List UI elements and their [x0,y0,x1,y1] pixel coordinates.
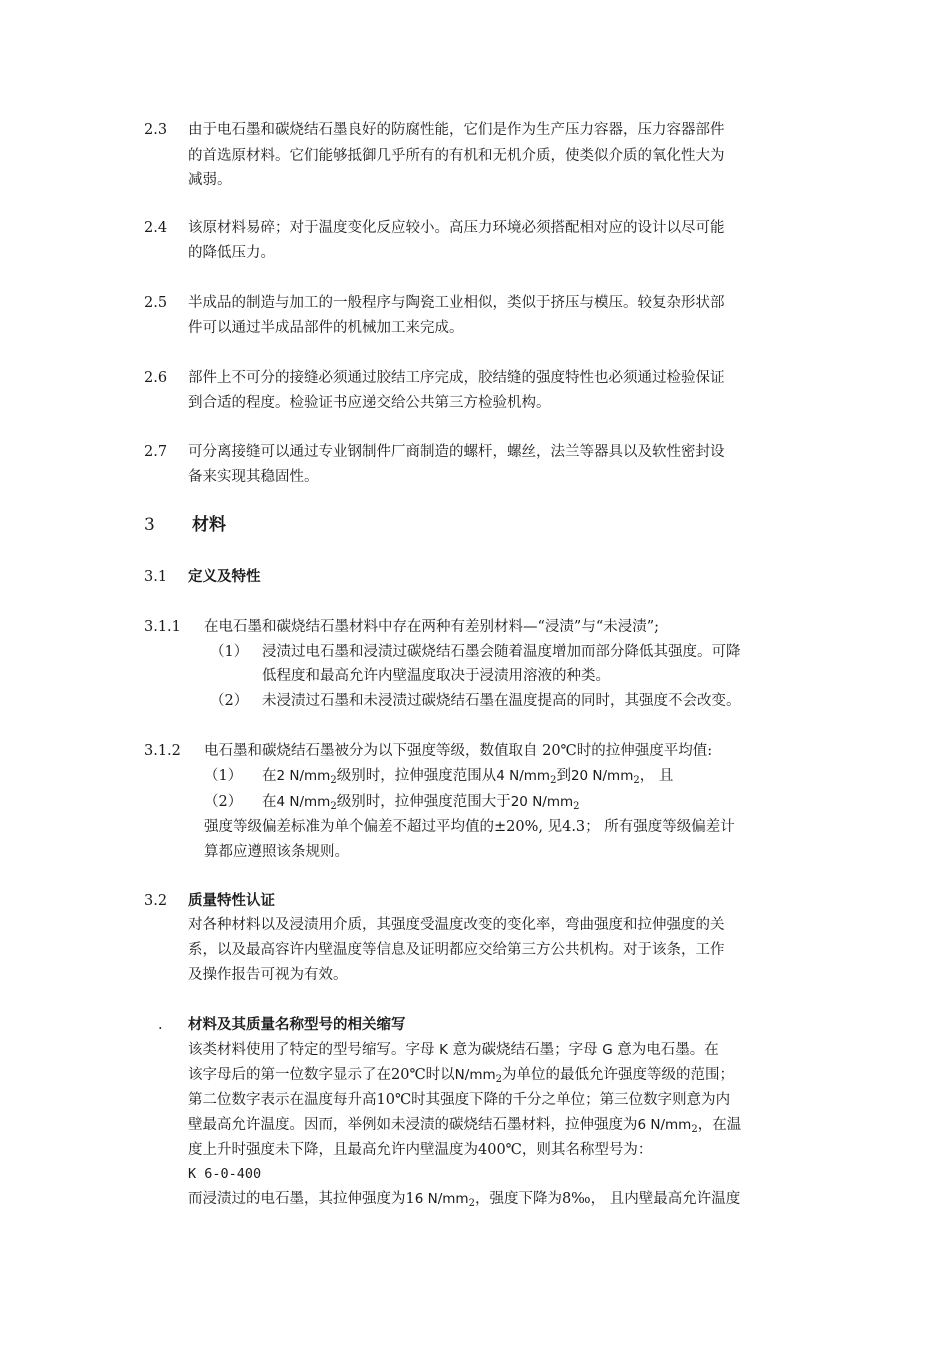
paragraph-line: 部件上不可分的接缝必须通过胶结工序完成，胶结缝的强度特性也必须通过检验保证 [188,370,725,386]
section-title: 材料及其质量名称型号的相关缩写 [188,1016,406,1033]
section-number: 2.3 [144,122,168,138]
paragraph-line: 电石墨和碳烧结石墨被分为以下强度等级，数值取自 20℃时的拉伸强度平均值: [204,743,713,759]
section-number: 2.4 [144,220,168,236]
list-item-line: 在2 $N/mm_2$级别时，拉伸强度范围从4 $N/mm_2$到20 $N/mm_2$， 且 [262,768,674,786]
section-number: 3.1.2 [144,743,181,759]
list-marker: （1） [210,644,249,660]
model-code: K 6-0-400 [188,1166,262,1182]
paragraph-line: 对各种材料以及浸渍用介质，其强度受温度改变的变化率，弯曲强度和拉伸强度的关 [188,917,725,933]
paragraph-line: 而浸渍过的电石墨，其拉伸强度为16 $N/mm_2$，强度下降为8‰， 且内壁最高允许温度 [188,1191,741,1209]
paragraph-line: 备来实现其稳固性。 [188,469,319,485]
section-number: 2.7 [144,444,168,460]
paragraph-line: 该原材料易碎；对于温度变化反应较小。高压力环境必须搭配相对应的设计以尽可能 [188,220,725,236]
paragraph-line: 该字母后的第一位数字显示了在20℃时以$N/mm_2$为单位的最低允许强度等级的范围； [188,1067,734,1085]
paragraph-line: 强度等级偏差标准为单个偏差不超过平均值的±20%, 见4.3； 所有强度等级偏差计 [204,819,735,835]
chapter-number: 3 [144,515,155,535]
section-number: 3.1 [144,569,168,585]
paragraph-line: 到合适的程度。检验证书应递交给公共第三方检验机构。 [188,395,551,411]
paragraph-line: 算都应遵照该条规则。 [204,844,349,860]
paragraph-line: 的首选原材料。它们能够抵御几乎所有的有机和无机介质，使类似介质的氧化性大为 [188,148,725,164]
paragraph-line: 及操作报告可视为有效。 [188,967,348,983]
list-item-line: 低程度和最高允许内壁温度取决于浸渍用溶液的种类。 [262,668,610,684]
paragraph-line: 在电石墨和碳烧结石墨材料中存在两种有差别材料—“浸渍”与“未浸渍”; [204,619,660,635]
paragraph-line: 减弱。 [188,172,232,188]
section-title: 定义及特性 [188,568,261,585]
section-number: . [158,1017,163,1033]
section-number: 3.2 [144,893,168,909]
section-number: 2.6 [144,370,168,386]
paragraph-line: 该类材料使用了特定的型号缩写。字母 K 意为碳烧结石墨；字母 G 意为电石墨。在 [188,1042,719,1058]
section-number: 3.1.1 [144,619,181,635]
list-marker: （1） [204,768,243,784]
section-number: 2.5 [144,295,168,311]
list-marker: （2） [210,693,249,709]
paragraph-line: 壁最高允许温度。因而，举例如未浸渍的碳烧结石墨材料，拉伸强度为6 $N/mm_2$，在温 [188,1117,742,1135]
paragraph-line: 可分离接缝可以通过专业钢制件厂商制造的螺杆，螺丝，法兰等器具以及软性密封设 [188,444,725,460]
paragraph-line: 第二位数字表示在温度每升高10℃时其强度下降的千分之单位；第三位数字则意为内 [188,1092,731,1108]
section-title: 质量特性认证 [188,892,275,909]
chapter-title: 材料 [192,515,226,535]
paragraph-line: 系，以及最高容许内壁温度等信息及证明都应交给第三方公共机构。对于该条，工作 [188,942,725,958]
list-marker: （2） [204,794,243,810]
paragraph-line: 半成品的制造与加工的一般程序与陶瓷工业相似，类似于挤压与模压。较复杂形状部 [188,295,725,311]
paragraph-line: 的降低压力。 [188,245,275,261]
list-item-line: 未浸渍过石墨和未浸渍过碳烧结石墨在温度提高的同时，其强度不会改变。 [262,693,741,709]
paragraph-line: 度上升时强度未下降，且最高允许内壁温度为400℃，则其名称型号为： [188,1142,653,1158]
list-item-line: 浸渍过电石墨和浸渍过碳烧结石墨会随着温度增加而部分降低其强度。可降 [262,644,741,660]
paragraph-line: 由于电石墨和碳烧结石墨良好的防腐性能，它们是作为生产压力容器，压力容器部件 [188,122,725,138]
list-item-line: 在4 $N/mm_2$级别时，拉伸强度范围大于20 $N/mm_2$ [262,794,580,812]
paragraph-line: 件可以通过半成品部件的机械加工来完成。 [188,320,464,336]
